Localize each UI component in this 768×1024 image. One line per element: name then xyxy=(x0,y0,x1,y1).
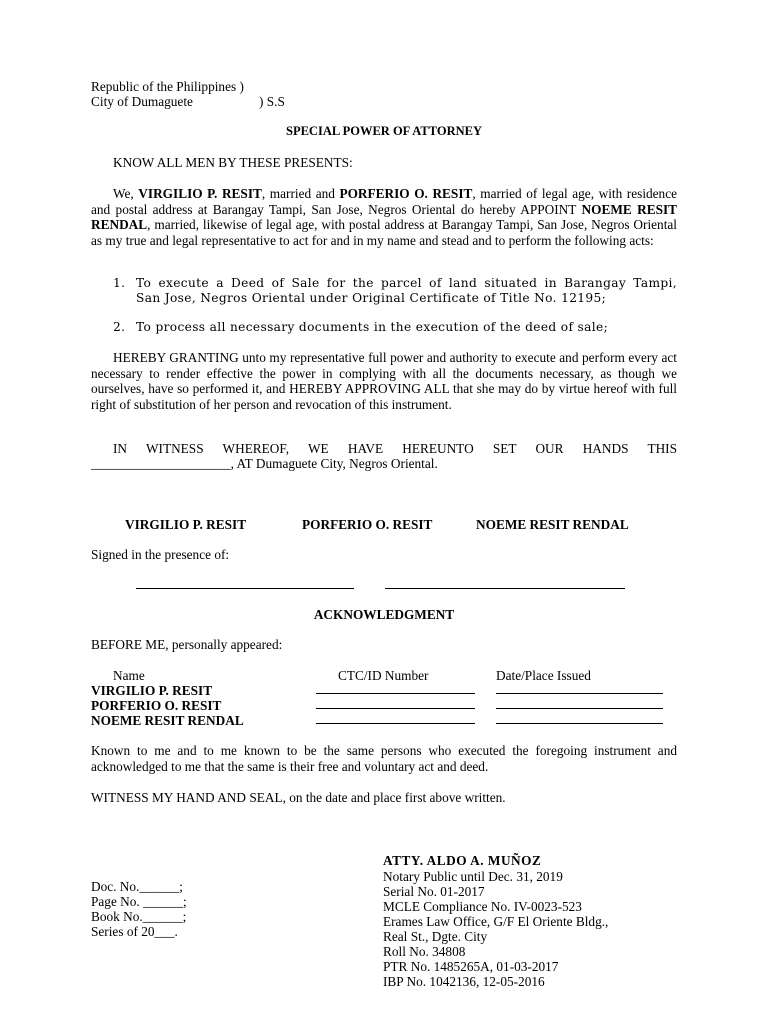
series-number: Series of 20___. xyxy=(91,924,178,939)
venue-line-1: Republic of the Philippines ) xyxy=(91,79,244,94)
principal-name-2: PORFERIO O. RESIT xyxy=(339,186,473,201)
intro-text-1: We, xyxy=(113,186,139,201)
ack-row-name-1: VIRGILIO P. RESIT xyxy=(91,683,213,698)
intro-text-4: , married, likewise of legal age, with postal address at Barangay Tampi, San Jose, Negros Oriental as my true and legal representative to act for and in my name and stead and to perform the following acts: xyxy=(91,217,677,248)
ack-ctc-line-1 xyxy=(316,683,475,694)
ack-header-name: Name xyxy=(113,668,145,683)
presence-text: Signed in the presence of: xyxy=(91,547,230,562)
signatory-1: VIRGILIO P. RESIT xyxy=(125,517,247,532)
ack-ctc-line-3 xyxy=(316,713,475,724)
signatory-3: NOEME RESIT RENDAL xyxy=(476,517,629,532)
venue-line-2 xyxy=(91,94,285,110)
witness-signature-line-2 xyxy=(385,578,625,589)
ack-row-name-2: PORFERIO O. RESIT xyxy=(91,698,222,713)
act-1-line-1: To execute a Deed of Sale for the parcel of land situated in Barangay Tampi, xyxy=(136,276,677,290)
ack-date-line-3 xyxy=(496,713,663,724)
ack-row-name-3: NOEME RESIT RENDAL xyxy=(91,713,244,728)
intro-paragraph xyxy=(91,186,677,248)
before-me-text: BEFORE ME, personally appeared: xyxy=(91,637,283,652)
notary-line-1: Notary Public until Dec. 31, 2019 xyxy=(383,869,563,884)
notary-line-6: Roll No. 34808 xyxy=(383,944,466,959)
ack-header-date-place: Date/Place Issued xyxy=(496,668,591,683)
granting-paragraph: HEREBY GRANTING unto my representative full power and authority to execute and perform every act necessary to render effective the power in complying with all the documents necessary, as though we ourselves, have so performed it, and HEREBY APPROVING ALL that she may do by virtue hereof with full right of substitution of her person and revocation of this instrument. xyxy=(91,350,677,412)
notary-line-2: Serial No. 01-2017 xyxy=(383,884,485,899)
act-2-line-1: To process all necessary documents in the execution of the deed of sale; xyxy=(136,320,609,334)
act-1-number: 1. xyxy=(113,276,126,290)
witness-signature-line-1 xyxy=(136,578,354,589)
notary-line-8: IBP No. 1042136, 12-05-2016 xyxy=(383,974,545,989)
witness-line-1: IN WITNESS WHEREOF, WE HAVE HEREUNTO SET OUR HANDS THIS xyxy=(113,441,677,456)
doc-number: Doc. No.______; xyxy=(91,879,183,894)
attorney-in-fact-name: NOEME RESIT RENDAL xyxy=(91,201,678,232)
intro-text-2: , married and xyxy=(261,186,340,201)
ack-date-line-2 xyxy=(496,698,663,709)
witness-place: , AT Dumaguete City, Negros Oriental. xyxy=(230,456,438,471)
witness-line-2 xyxy=(91,456,438,472)
notary-name: ATTY. ALDO A. MUÑOZ xyxy=(383,853,542,868)
acknowledgment-title: ACKNOWLEDGMENT xyxy=(313,607,455,622)
signatory-2: PORFERIO O. RESIT xyxy=(302,517,433,532)
notary-line-4: Erames Law Office, G/F El Oriente Bldg., xyxy=(383,914,609,929)
act-1-line-2: San Jose, Negros Oriental under Original Certificate of Title No. 12195; xyxy=(136,291,607,305)
book-number: Book No.______; xyxy=(91,909,187,924)
ack-date-line-1 xyxy=(496,683,663,694)
principal-name-1: VIRGILIO P. RESIT xyxy=(138,186,262,201)
notary-line-7: PTR No. 1485265A, 01-03-2017 xyxy=(383,959,559,974)
witness-seal-text: WITNESS MY HAND AND SEAL, on the date and place first above written. xyxy=(91,790,506,805)
notary-line-5: Real St., Dgte. City xyxy=(383,929,488,944)
ack-ctc-line-2 xyxy=(316,698,475,709)
witness-date-blank: _____________________ xyxy=(91,456,231,471)
notary-line-3: MCLE Compliance No. IV-0023-523 xyxy=(383,899,582,914)
page-number: Page No. ______; xyxy=(91,894,187,909)
known-paragraph: Known to me and to me known to be the same persons who executed the foregoing instrument and acknowledged to me that the same is their free and voluntary act and deed. xyxy=(91,743,677,774)
document-title: SPECIAL POWER OF ATTORNEY xyxy=(286,124,482,138)
ack-header-ctc: CTC/ID Number xyxy=(338,668,429,683)
salutation: KNOW ALL MEN BY THESE PRESENTS: xyxy=(113,155,353,170)
act-2-number: 2. xyxy=(113,320,126,334)
intro-text-3: , married of legal age, with residence and postal address at Barangay Tampi, San Jose, Negros Oriental do hereby APPOINT xyxy=(91,186,678,217)
venue-suffix: ) S.S xyxy=(259,94,285,109)
venue-place: City of Dumaguete xyxy=(91,94,193,109)
